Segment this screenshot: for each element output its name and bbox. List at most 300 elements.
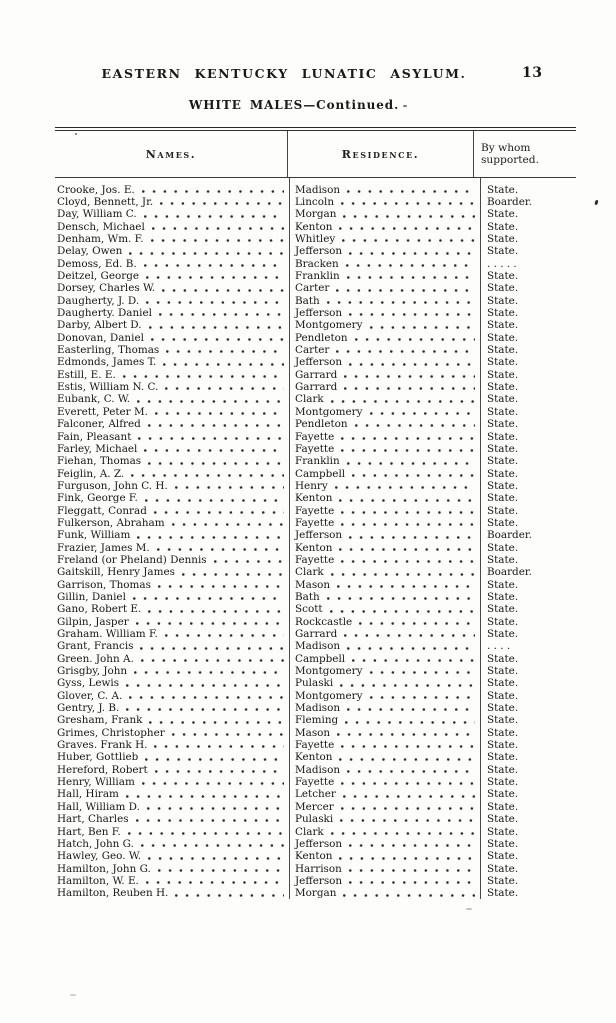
supported-cell	[480, 665, 576, 677]
residence: Henry	[295, 479, 328, 492]
dot-leader	[166, 344, 284, 356]
table-row	[55, 665, 576, 677]
supported-by: State.	[487, 220, 519, 233]
patient-name: Easterling, Thomas	[57, 344, 160, 357]
patient-name: Falconer, Alfred	[57, 418, 141, 431]
page-number: 13	[522, 65, 543, 81]
supported-by: State.	[487, 467, 519, 480]
dot-leader	[141, 838, 284, 850]
dot-leader	[146, 270, 284, 282]
supported-cell	[480, 344, 576, 356]
patient-name: Glover, C. A.	[57, 689, 123, 702]
patient-name: Everett, Peter M.	[57, 405, 148, 418]
patient-name: Estis, William N. C.	[57, 381, 159, 394]
residence: Fleming	[295, 714, 339, 727]
residence: Pendleton	[295, 331, 348, 344]
residence-cell	[289, 825, 480, 837]
patient-name: Day, William C.	[57, 208, 137, 221]
dot-leader	[126, 702, 284, 714]
table-row	[55, 492, 576, 504]
supported-by: State.	[487, 233, 519, 246]
dot-leader	[145, 751, 284, 763]
residence: Mason	[295, 578, 331, 591]
supported-by: State.	[487, 825, 519, 838]
supported-cell	[480, 517, 576, 529]
supported-by: State.	[487, 652, 519, 665]
supported-by: State.	[487, 788, 519, 801]
supported-cell	[480, 850, 576, 862]
name-cell	[55, 220, 289, 232]
table-row	[55, 764, 576, 776]
supported-by: State.	[487, 837, 519, 850]
supported-by: State.	[487, 702, 519, 715]
residence: Campbell	[295, 467, 346, 480]
residence-cell	[289, 813, 480, 825]
patient-name: Gyss, Lewis	[57, 677, 120, 690]
ink-speck	[403, 105, 407, 107]
name-cell	[55, 838, 289, 850]
table-row	[55, 381, 576, 393]
supported-cell	[480, 776, 576, 788]
supported-by: State.	[487, 516, 519, 529]
residence: Kenton	[295, 492, 333, 505]
name-cell	[55, 788, 289, 800]
patient-name: Hart, Ben F.	[57, 825, 121, 838]
name-cell	[55, 257, 289, 269]
dot-leader	[349, 862, 475, 874]
name-cell	[55, 727, 289, 739]
dot-leader	[352, 652, 475, 664]
table-row	[55, 677, 576, 689]
supported-cell	[480, 294, 576, 306]
dot-leader	[158, 862, 284, 874]
table-row	[55, 887, 576, 899]
residence: Garrard	[295, 628, 338, 641]
name-cell	[55, 764, 289, 776]
residence-cell	[289, 591, 480, 603]
dot-leader	[355, 418, 475, 430]
supported-cell	[480, 714, 576, 726]
residence-cell	[289, 233, 480, 245]
patient-name: Daugherty. Daniel	[57, 307, 152, 320]
residence: Jefferson	[295, 837, 343, 850]
residence: Jefferson	[295, 529, 343, 542]
supported-by: State.	[487, 208, 519, 221]
patient-name: Fulkerson, Abraham	[57, 516, 165, 529]
dot-leader	[347, 702, 475, 714]
patient-name: Donovan, Daniel	[57, 331, 144, 344]
name-cell	[55, 825, 289, 837]
patient-name: Crooke, Jos. E.	[57, 183, 135, 196]
table-row	[55, 566, 576, 578]
dot-leader	[140, 640, 284, 652]
table-row	[55, 727, 576, 739]
residence-cell	[289, 603, 480, 615]
supported-by: State.	[487, 763, 519, 776]
name-cell	[55, 369, 289, 381]
dot-leader	[148, 850, 284, 862]
residence-cell	[289, 332, 480, 344]
dot-leader	[162, 282, 284, 294]
supported-by: State.	[487, 553, 519, 566]
residence-cell	[289, 257, 480, 269]
table-row	[55, 801, 576, 813]
residence-cell	[289, 665, 480, 677]
name-cell	[55, 319, 289, 331]
residence: Franklin	[295, 270, 340, 283]
supported-by: State.	[487, 615, 519, 628]
residence: Fayette	[295, 504, 335, 517]
dot-leader	[138, 430, 284, 442]
residence-cell	[289, 369, 480, 381]
dot-leader	[151, 332, 284, 344]
dot-leader	[341, 196, 475, 208]
residence-cell	[289, 875, 480, 887]
patient-name: Hamilton, John G.	[57, 862, 151, 875]
name-cell	[55, 689, 289, 701]
dot-leader	[149, 319, 284, 331]
supported-cell	[480, 689, 576, 701]
patient-name: Hamilton, Reuben H.	[57, 887, 169, 900]
supported-cell	[480, 727, 576, 739]
dot-leader	[330, 603, 475, 615]
dot-leader	[175, 480, 284, 492]
supported-cell	[480, 615, 576, 627]
dot-leader	[160, 196, 284, 208]
supported-by: State.	[487, 393, 519, 406]
patient-name: Henry, William	[57, 776, 135, 789]
residence: Fayette	[295, 776, 335, 789]
dot-leader	[341, 430, 475, 442]
residence: Mercer	[295, 800, 334, 813]
supported-cell	[480, 443, 576, 455]
name-cell	[55, 393, 289, 405]
name-cell	[55, 850, 289, 862]
name-cell	[55, 887, 289, 899]
residence: Garrard	[295, 381, 338, 394]
supported-by: State.	[487, 887, 519, 900]
supported-cell	[480, 788, 576, 800]
dot-leader	[349, 245, 475, 257]
supported-by: State.	[487, 541, 519, 554]
name-cell	[55, 578, 289, 590]
residence: Bath	[295, 294, 320, 307]
residence-cell	[289, 739, 480, 751]
residence-cell	[289, 702, 480, 714]
residence: Kenton	[295, 850, 333, 863]
supported-by: State.	[487, 628, 519, 641]
residence-cell	[289, 443, 480, 455]
residence: Kenton	[295, 541, 333, 554]
supported-cell	[480, 270, 576, 282]
residence: Mason	[295, 726, 331, 739]
table-row	[55, 788, 576, 800]
table-row	[55, 443, 576, 455]
dot-leader	[344, 381, 475, 393]
patient-name: Hall, William D.	[57, 800, 140, 813]
patient-name: Fiehan, Thomas	[57, 455, 142, 468]
residence-cell	[289, 801, 480, 813]
residence: Fayette	[295, 430, 335, 443]
supported-cell	[480, 554, 576, 566]
dot-leader	[343, 208, 475, 220]
dot-leader	[142, 183, 284, 195]
residence: Madison	[295, 183, 341, 196]
patient-name: Furguson, John C. H.	[57, 479, 168, 492]
name-cell	[55, 628, 289, 640]
dot-leader	[134, 665, 284, 677]
dot-leader	[344, 369, 475, 381]
residence-cell	[289, 504, 480, 516]
supported-by: State.	[487, 739, 519, 752]
name-cell	[55, 307, 289, 319]
dot-leader	[327, 591, 475, 603]
table-row	[55, 850, 576, 862]
patient-name: Farley, Michael	[57, 442, 138, 455]
supported-cell	[480, 381, 576, 393]
dot-leader	[349, 875, 475, 887]
residence: Clark	[295, 825, 324, 838]
table-row	[55, 332, 576, 344]
supported-cell	[480, 887, 576, 899]
supported-cell	[480, 233, 576, 245]
residence: Morgan	[295, 887, 337, 900]
name-cell	[55, 615, 289, 627]
residence: Lincoln	[295, 195, 335, 208]
supported-cell	[480, 430, 576, 442]
supported-by: State.	[487, 430, 519, 443]
residence-cell	[289, 850, 480, 862]
table-row	[55, 430, 576, 442]
patient-name: Frazier, James M.	[57, 541, 150, 554]
name-cell	[55, 813, 289, 825]
name-cell	[55, 776, 289, 788]
supported-by: State.	[487, 405, 519, 418]
supported-by: State.	[487, 492, 519, 505]
supported-by: State.	[487, 665, 519, 678]
name-cell	[55, 529, 289, 541]
dot-leader	[145, 492, 284, 504]
table-row	[55, 480, 576, 492]
column-header-residence: Residence.	[287, 131, 473, 177]
supported-cell	[480, 369, 576, 381]
dot-leader	[347, 270, 475, 282]
dot-leader	[370, 319, 475, 331]
supported-by: . . . .	[487, 640, 511, 653]
patient-name: Green. John A.	[57, 652, 134, 665]
supported-by: State.	[487, 270, 519, 283]
table-row	[55, 825, 576, 837]
residence-cell	[289, 319, 480, 331]
table-row	[55, 344, 576, 356]
dot-leader	[352, 467, 475, 479]
supported-by: Boarder.	[487, 566, 532, 579]
supported-cell	[480, 591, 576, 603]
supported-by: State.	[487, 455, 519, 468]
table-row	[55, 517, 576, 529]
residence-cell	[289, 640, 480, 652]
supported-by: State.	[487, 590, 519, 603]
name-cell	[55, 356, 289, 368]
table-row	[55, 220, 576, 232]
residence-cell	[289, 307, 480, 319]
supported-cell	[480, 739, 576, 751]
residence: Jefferson	[295, 356, 343, 369]
residence-cell	[289, 838, 480, 850]
supported-by: State.	[487, 479, 519, 492]
name-cell	[55, 751, 289, 763]
dot-leader	[129, 689, 284, 701]
name-cell	[55, 467, 289, 479]
residence-cell	[289, 862, 480, 874]
dot-leader	[331, 393, 475, 405]
patient-name: Funk, William	[57, 529, 131, 542]
residence-cell	[289, 517, 480, 529]
residence-cell	[289, 220, 480, 232]
dot-leader	[340, 677, 475, 689]
dot-leader	[341, 554, 475, 566]
supported-cell	[480, 467, 576, 479]
dot-leader	[129, 245, 284, 257]
dot-leader	[146, 875, 284, 887]
residence-cell	[289, 282, 480, 294]
dot-leader	[336, 282, 475, 294]
supported-cell	[480, 393, 576, 405]
name-cell	[55, 196, 289, 208]
name-cell	[55, 208, 289, 220]
supported-cell	[480, 702, 576, 714]
supported-by: State.	[487, 726, 519, 739]
name-cell	[55, 640, 289, 652]
residence-cell	[289, 196, 480, 208]
dot-leader	[340, 813, 475, 825]
table-row	[55, 319, 576, 331]
supported-by: . . . . .	[487, 257, 517, 270]
table-row	[55, 702, 576, 714]
table-row	[55, 603, 576, 615]
supported-by: State.	[487, 874, 519, 887]
supported-cell	[480, 825, 576, 837]
supported-cell	[480, 178, 576, 195]
patient-name: Gresham, Frank	[57, 714, 143, 727]
supported-by: State.	[487, 603, 519, 616]
patient-name: Freland (or Pheland) Dennis	[57, 553, 207, 566]
dot-leader	[347, 183, 475, 195]
supported-by: State.	[487, 677, 519, 690]
supported-cell	[480, 406, 576, 418]
table-row	[55, 751, 576, 763]
patient-name: Gilpin, Jasper	[57, 615, 129, 628]
dot-leader	[137, 393, 284, 405]
patient-name: Hall, Hiram	[57, 788, 119, 801]
dot-leader	[341, 517, 475, 529]
dot-leader	[123, 369, 284, 381]
residence: Carter	[295, 344, 330, 357]
table-row	[55, 233, 576, 245]
supported-cell	[480, 677, 576, 689]
residence: Pulaski	[295, 677, 334, 690]
table-top-rule	[55, 127, 576, 128]
table-row	[55, 838, 576, 850]
supported-by: State.	[487, 751, 519, 764]
dot-leader	[370, 406, 475, 418]
dot-leader	[141, 652, 284, 664]
name-cell	[55, 665, 289, 677]
table-row	[55, 294, 576, 306]
residence: Scott	[295, 603, 323, 616]
name-cell	[55, 591, 289, 603]
residence-cell	[289, 529, 480, 541]
patient-name: Grisgby, John	[57, 665, 128, 678]
residence: Clark	[295, 566, 324, 579]
patient-name: Garrison, Thomas	[57, 578, 151, 591]
supported-cell	[480, 319, 576, 331]
patient-name: Fain, Pleasant	[57, 430, 132, 443]
table-row	[55, 245, 576, 257]
residence: Kenton	[295, 220, 333, 233]
supported-cell	[480, 801, 576, 813]
residence-cell	[289, 554, 480, 566]
residence: Clark	[295, 393, 324, 406]
dot-leader	[146, 294, 284, 306]
name-cell	[55, 443, 289, 455]
residence: Montgomery	[295, 689, 363, 702]
residence-cell	[289, 418, 480, 430]
dot-leader	[128, 825, 284, 837]
residence: Madison	[295, 763, 341, 776]
dot-leader	[349, 356, 475, 368]
name-cell	[55, 418, 289, 430]
residence-cell	[289, 788, 480, 800]
patient-name: Daugherty, J. D.	[57, 294, 140, 307]
dot-leader	[370, 665, 475, 677]
residence-cell	[289, 751, 480, 763]
supported-cell	[480, 418, 576, 430]
residence-cell	[289, 689, 480, 701]
residence-cell	[289, 467, 480, 479]
supported-by: State.	[487, 368, 519, 381]
residence: Fayette	[295, 739, 335, 752]
table-row	[55, 554, 576, 566]
name-cell	[55, 801, 289, 813]
table-row	[55, 418, 576, 430]
dot-leader	[148, 455, 284, 467]
section-subtitle: WHITE MALES—Continued.	[188, 98, 400, 112]
dot-leader	[349, 529, 475, 541]
dot-leader	[342, 233, 475, 245]
table-row	[55, 455, 576, 467]
residence-cell	[289, 578, 480, 590]
residence-cell	[289, 430, 480, 442]
patient-name: Hamilton, W. E.	[57, 874, 139, 887]
name-cell	[55, 566, 289, 578]
patient-name: Darby, Albert D.	[57, 319, 142, 332]
name-cell	[55, 603, 289, 615]
dot-leader	[158, 578, 284, 590]
supported-cell	[480, 751, 576, 763]
dot-leader	[331, 825, 475, 837]
dot-leader	[355, 332, 475, 344]
patient-name: Grant, Francis	[57, 640, 134, 653]
name-cell	[55, 381, 289, 393]
supported-cell	[480, 764, 576, 776]
table-row	[55, 652, 576, 664]
dot-leader	[337, 578, 475, 590]
dot-leader	[339, 492, 475, 504]
dot-leader	[345, 714, 475, 726]
dot-leader	[349, 307, 475, 319]
patient-name: Dorsey, Charles W.	[57, 282, 156, 295]
